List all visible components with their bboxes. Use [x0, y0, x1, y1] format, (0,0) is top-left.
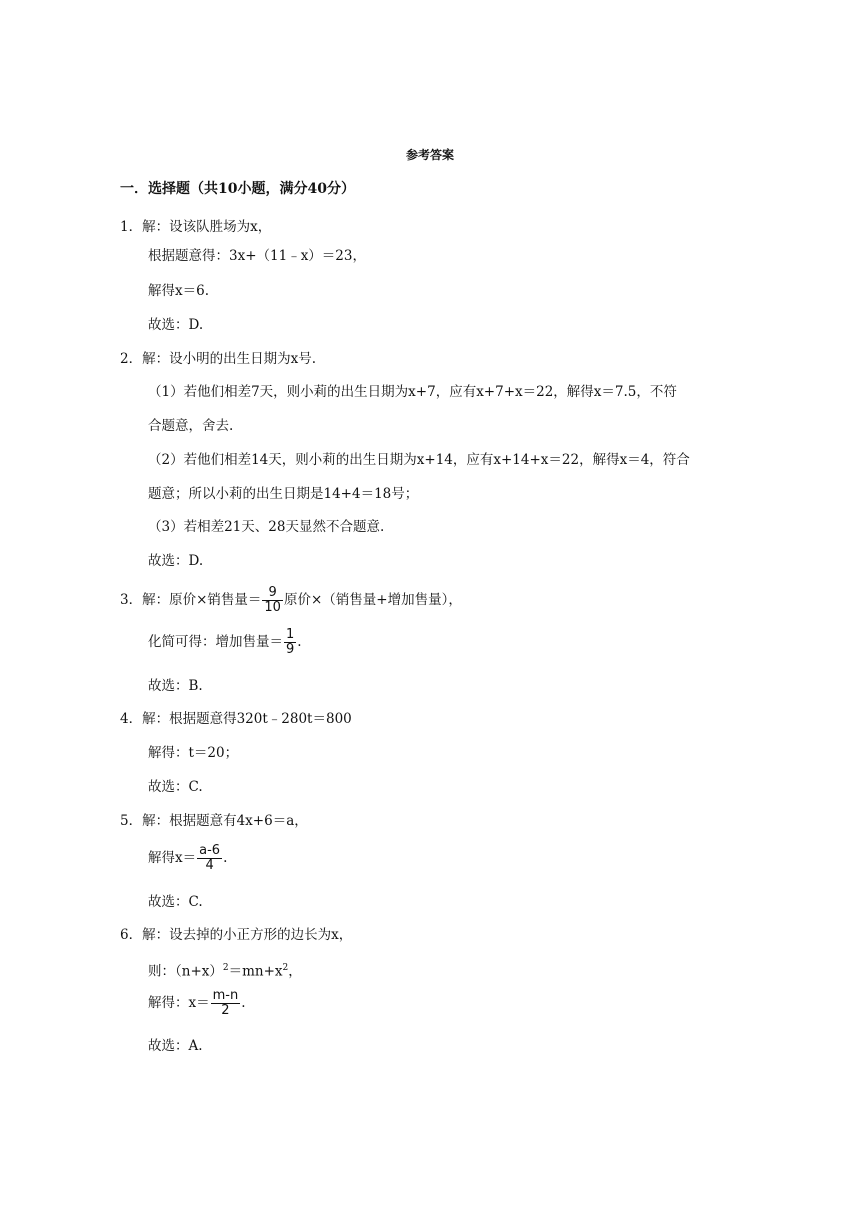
q4-line1: 解得：t＝20；	[148, 745, 239, 761]
q4-answer: 故选：C.	[148, 779, 203, 795]
fraction-numerator: 9	[262, 586, 283, 601]
q5-answer: 故选：C.	[148, 894, 203, 910]
q6-line2	[148, 988, 246, 1018]
q5-line1-text-b: .	[223, 850, 228, 866]
fraction-1-9	[284, 628, 296, 657]
q2-line4: 题意；所以小莉的出生日期是14+4＝18号；	[148, 486, 419, 502]
fraction-numerator: 1	[286, 627, 295, 642]
q1-head: 1．解：设该队胜场为x，	[120, 219, 272, 235]
q6-head: 6．解：设去掉的小正方形的边长为x，	[120, 927, 353, 943]
page-title: 参考答案	[405, 148, 454, 162]
q6-line1-text-b: ＝mn+x	[228, 963, 283, 980]
exponent: 2	[222, 963, 229, 973]
q6-line1-text-c: ，	[288, 963, 302, 980]
q2-line1: （1）若他们相差7天，则小莉的出生日期为x+7，应有x+7+x＝22，解得x＝7.5，不符	[148, 384, 677, 400]
q6-answer: 故选：A.	[148, 1038, 203, 1054]
q3-line1	[148, 627, 302, 657]
section-heading: 一．选择题（共10小题，满分40分）	[120, 181, 355, 197]
q3-head	[120, 585, 462, 615]
fraction-a-6-over-4	[197, 844, 222, 873]
fraction-numerator: m-n	[212, 988, 239, 1003]
q1-answer: 故选：D.	[148, 317, 204, 333]
fraction-numerator: a-6	[199, 843, 221, 858]
fraction-denominator: 9	[286, 642, 295, 657]
q6-line2-text-b: .	[241, 995, 246, 1011]
q5-line1	[148, 843, 227, 873]
fraction-m-n-over-2	[211, 989, 241, 1018]
fraction-denominator: 4	[205, 858, 214, 873]
q3-head-text-a: 3．解：原价×销售量＝	[120, 592, 262, 608]
q1-line2: 解得x＝6.	[148, 283, 209, 299]
q5-head: 5．解：根据题意有4x+6＝a，	[120, 813, 308, 829]
fraction-9-10	[262, 586, 283, 615]
q1-line1: 根据题意得：3x+（11﹣x）＝23，	[148, 248, 366, 264]
q6-line2-text-a: 解得：x＝	[148, 995, 210, 1011]
q3-line1-text-a: 化简可得：增加售量＝	[148, 634, 283, 650]
fraction-denominator: 2	[221, 1003, 230, 1018]
exponent: 2	[282, 963, 289, 973]
q2-line2: 合题意，舍去.	[148, 418, 234, 434]
q3-line1-text-b: .	[297, 634, 302, 650]
q3-head-text-b: 原价×（销售量+增加售量），	[283, 592, 462, 608]
q5-line1-text-a: 解得x＝	[148, 850, 197, 866]
q3-answer: 故选：B.	[148, 678, 203, 694]
q2-answer: 故选：D.	[148, 553, 204, 569]
q2-line5: （3）若相差21天、28天显然不合题意.	[148, 519, 385, 535]
fraction-denominator: 10	[264, 600, 281, 615]
q6-line1	[148, 958, 302, 982]
q2-head: 2．解：设小明的出生日期为x号.	[120, 351, 316, 367]
q4-head: 4．解：根据题意得320t﹣280t＝800	[120, 711, 352, 727]
q2-line3: （2）若他们相差14天，则小莉的出生日期为x+14，应有x+14+x＝22，解得x＝4，符合	[148, 452, 690, 468]
q6-line1-text-a: 则：（n+x）	[148, 963, 223, 980]
